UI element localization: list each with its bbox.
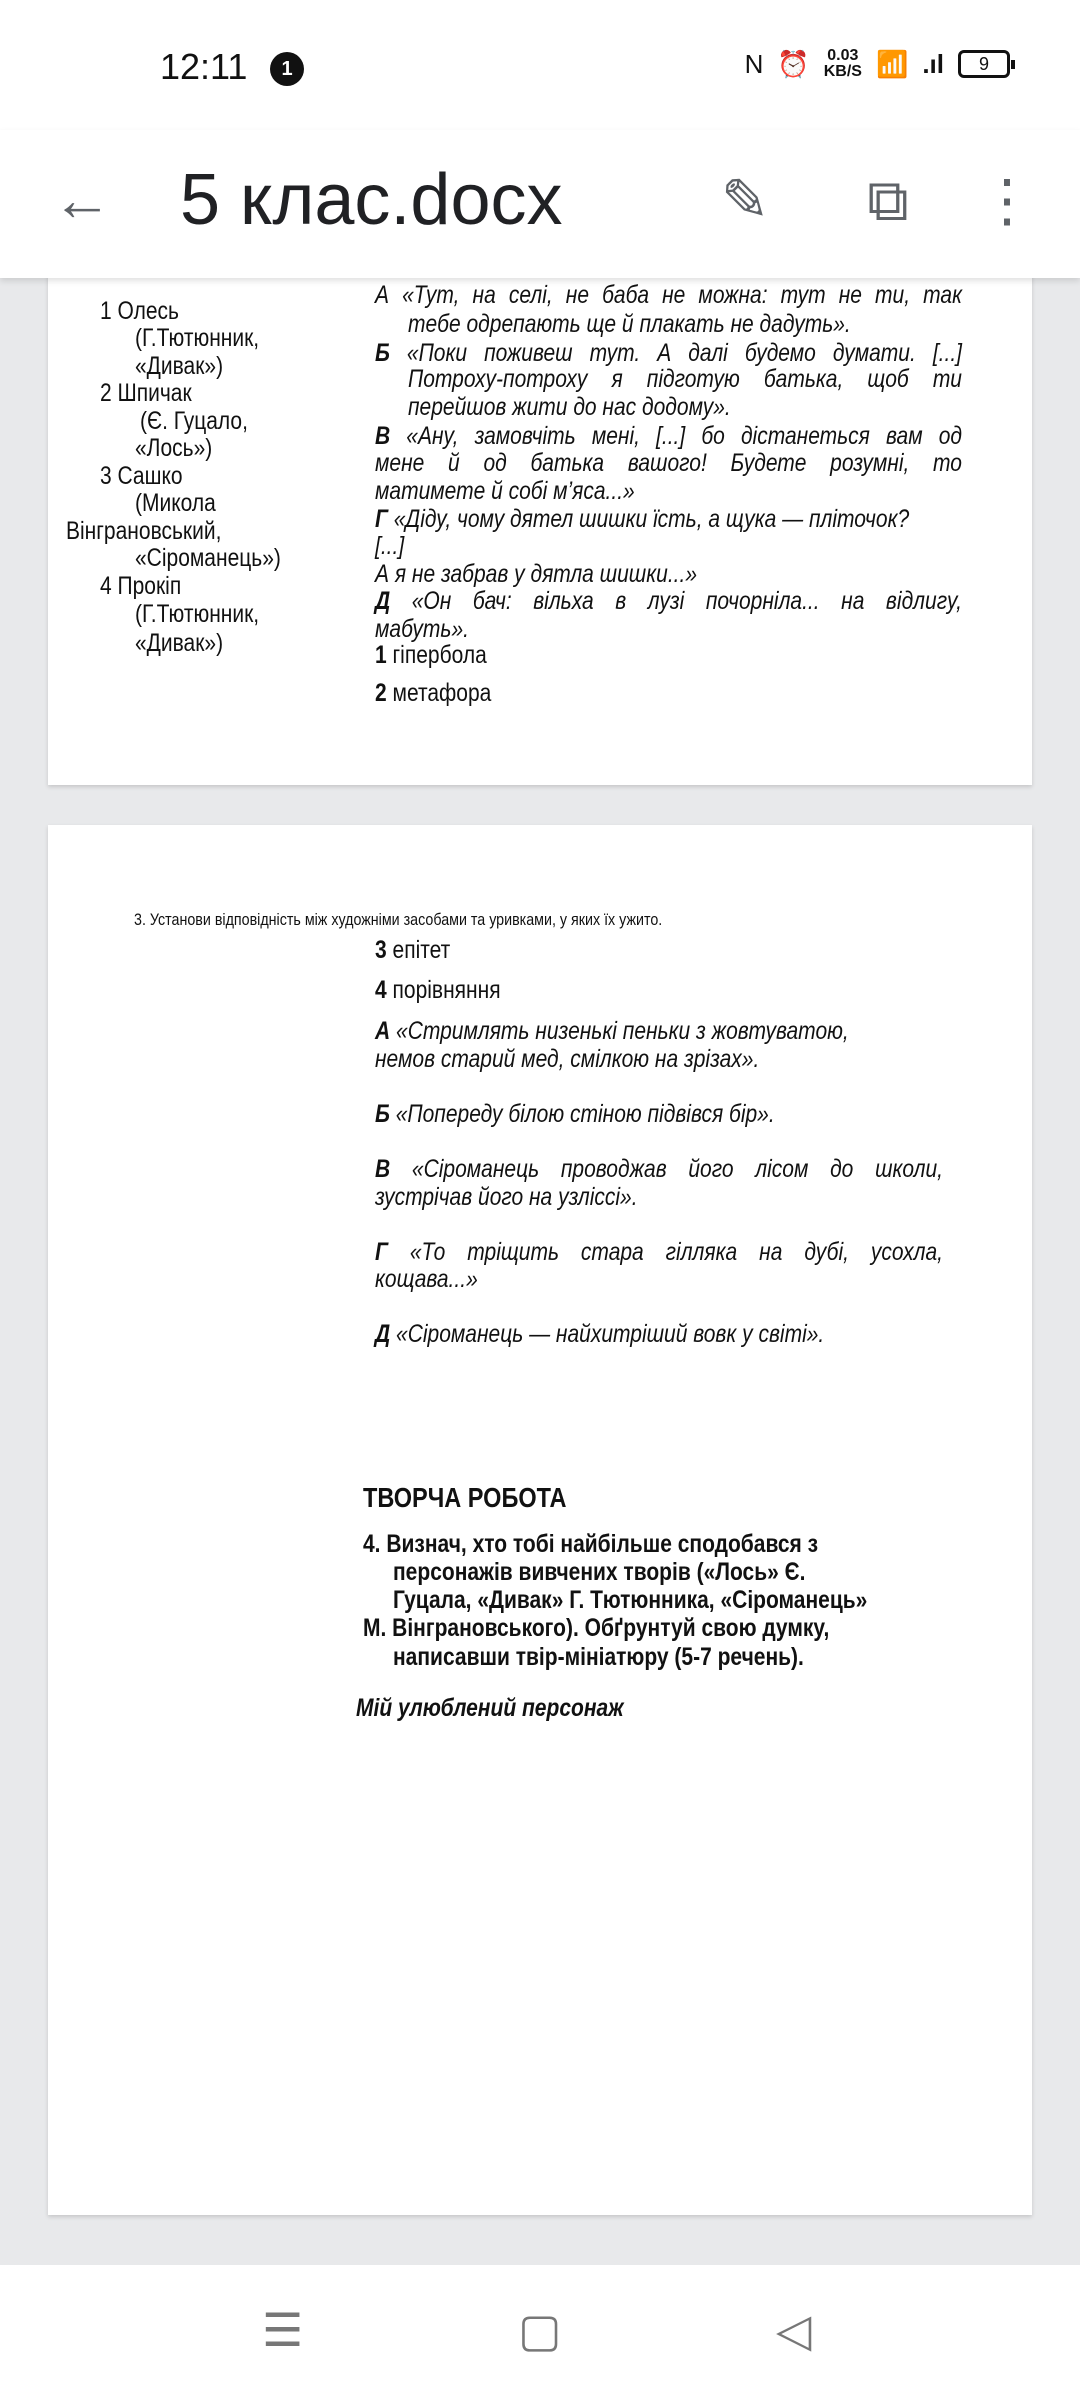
quote-line [375,1017,849,1045]
character-line [135,600,259,628]
quote-line [375,532,404,560]
line-text: немов старий мед, смілкою на зрізах». [375,1045,760,1073]
line-text: А я не забрав у дятла шишки...» [375,560,698,588]
task-3-instruction [134,906,662,934]
clock: 12:11 [160,46,248,87]
line-text: А «Тут, на селі, не баба не можна: тут не ти, так [375,281,962,309]
option-letter: 2 [375,679,387,707]
quote-line [375,505,909,533]
task-4-line [393,1586,867,1614]
line-text: матимете й собі м’яса...» [375,477,635,505]
cut-off-line [375,281,962,309]
creative-work-heading [363,1484,567,1512]
option-letter: В [375,422,391,450]
nfc-icon: N [744,48,764,79]
option-letter: А [375,1017,391,1045]
line-text: «Дивак») [135,629,224,657]
character-line [66,517,221,545]
task-4-line [393,1643,804,1671]
quote-line [408,310,851,338]
quote-line [375,449,962,477]
battery-icon: 9 [958,50,1010,78]
line-text: епітет [392,936,451,964]
character-line [140,407,248,435]
document-page-2 [48,825,1032,2215]
option-letter: Д [375,587,391,615]
line-text: кощава...» [375,1265,478,1293]
device-item [375,976,501,1004]
character-line [135,352,223,380]
device-item [375,679,491,707]
line-text: метафора [392,679,492,707]
character-line [135,629,223,657]
back-arrow-icon[interactable]: ← [52,166,112,233]
quote-line [375,339,962,367]
line-text: мабуть». [375,615,469,643]
option-letter: 1 [375,641,387,669]
quote-line [375,615,469,643]
home-icon[interactable]: ▢ [518,2304,562,2356]
character-line [135,434,212,462]
alarm-icon: ⏰ [777,48,810,79]
essay-title [356,1694,624,1722]
net-speed-value: 0.03 [827,47,859,64]
line-text: мене й од батька вашого! Будете розумні, то [375,449,962,477]
net-speed [824,48,862,80]
quote-line [375,1155,943,1183]
character-line [100,297,179,325]
character-line [135,324,259,352]
line-text: «Лось») [135,434,213,462]
line-text: «Сіроманець проводжав його лісом до школи, [411,1155,944,1183]
task-4-line [363,1530,818,1558]
task-4-line [393,1558,805,1586]
character-line [100,572,181,600]
line-text: порівняння [392,976,501,1004]
line-text: «Поки поживеш тут. А далі будемо думати. [...] [406,339,962,367]
option-letter: Г [375,505,388,533]
back-nav-icon[interactable]: ◁ [776,2304,812,2356]
line-text: персонажів вивчених творів («Лось» Є. [393,1558,806,1586]
edit-pencil-icon[interactable]: ✎ [720,168,770,233]
option-letter: Г [375,1238,388,1266]
line-text: зустрічав його на узліссі». [375,1183,638,1211]
quote-line [375,1045,759,1073]
line-text: (Г.Тютюнник, [135,600,260,628]
document-title: 5 клас.docx [180,160,563,240]
line-text: написавши твір-мініатюру (5-7 речень). [393,1643,804,1671]
line-text: Мій улюблений персонаж [356,1694,624,1722]
navigation-bar [0,2265,1080,2400]
quote-line [375,1100,775,1128]
wifi-icon: 📶 [875,48,909,79]
net-speed-unit: KB/S [823,63,862,80]
status-bar [0,0,1080,130]
task-4-line [363,1614,829,1642]
line-text: перейшов жити до нас додому». [408,393,731,421]
line-text: Потроху-потроху я підготую батька, щоб ти [408,365,962,393]
quote-line [375,422,962,450]
option-letter: Б [375,339,390,367]
line-text: «Сіроманець — найхитріший вовк у світі». [396,1320,825,1348]
recents-icon[interactable]: ☰ [262,2304,304,2356]
character-line [100,379,192,407]
quote-line [375,1238,943,1266]
line-text: Гуцала, «Дивак» Г. Тютюнника, «Сіроманець» [393,1586,868,1614]
line-text: 1 Олесь [100,297,179,325]
line-text: «То тріщить стара гілляка на дубі, усохла, [409,1238,944,1266]
character-line [135,489,216,517]
line-text: «Сіроманець») [135,544,281,572]
option-letter: 4 [375,976,387,1004]
option-letter: Б [375,1100,390,1128]
line-text: «Дивак») [135,352,224,380]
line-text: (Микола [135,489,216,517]
line-text: «Діду, чому дятел шишки їсть, а щука — пліточок? [393,505,910,533]
quote-line [375,587,962,615]
line-text: ТВОРЧА РОБОТА [363,1482,567,1513]
line-text: гіпербола [392,641,487,669]
line-text: 3 Сашко [100,462,183,490]
character-line [135,544,281,572]
device-item [375,641,487,669]
line-text: «Стримлять низенькі пеньки з жовтуватою, [396,1017,849,1045]
line-text: «Ану, замовчіть мені, [...] бо дістанеться вам од [406,422,962,450]
open-external-icon[interactable]: ⧉ [867,168,909,233]
option-letter: В [375,1155,391,1183]
line-text: М. Вінграновського). Обґрунтуй свою думку, [363,1614,830,1642]
line-text: 2 Шпичак [100,379,192,407]
status-icons [745,48,1010,80]
quote-line [375,560,697,588]
quote-line [408,393,731,421]
line-text: 4 Прокіп [100,572,182,600]
app-bar [0,130,1080,278]
line-text: «Он бач: вільха в лузі почорніла... на відлигу, [411,587,962,615]
quote-line [375,477,635,505]
line-text: тебе одрепають ще й плакать не дадуть». [408,310,851,338]
signal-icon: .ıl [922,48,944,79]
option-letter: Д [375,1320,391,1348]
line-text: «Попереду білою стіною підвівся бір». [395,1100,775,1128]
quote-line [408,365,962,393]
line-text: 4. Визнач, хто тобі найбільше сподобався з [363,1530,819,1558]
notification-badge: 1 [270,52,304,86]
quote-line [375,1183,638,1211]
option-letter: 3 [375,936,387,964]
line-text: 3. Установи відповідність між художніми засобами та уривками, у яких їх ужито. [134,910,663,929]
quote-line [375,1265,478,1293]
line-text: (Г.Тютюнник, [135,324,260,352]
line-text: (Є. Гуцало, [140,407,248,435]
line-text: [...] [375,532,405,560]
device-item [375,936,450,964]
character-line [100,462,183,490]
line-text: Вінграновський, [66,517,222,545]
quote-line [375,1320,824,1348]
more-options-icon[interactable]: ⋮ [978,168,1036,233]
